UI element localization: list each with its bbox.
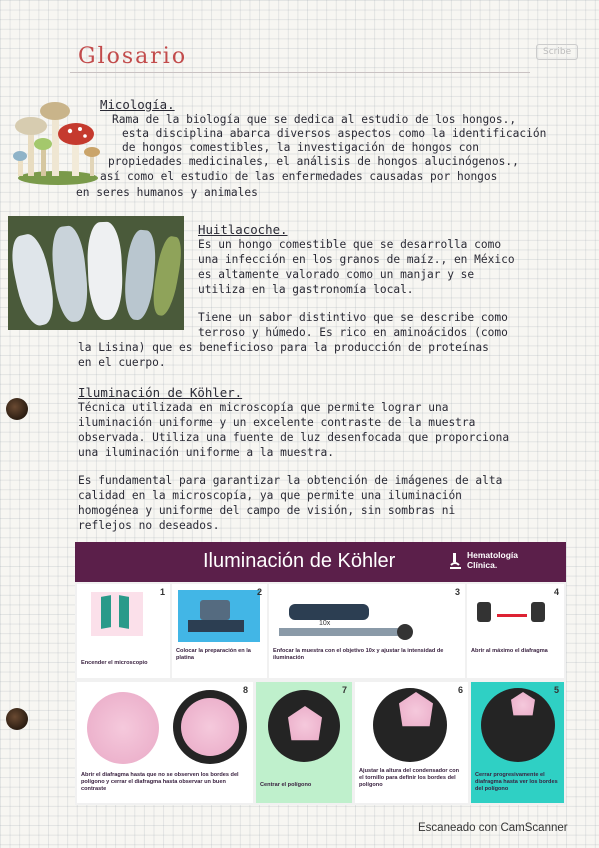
page-title: Glosario xyxy=(78,44,188,69)
step-4 xyxy=(467,584,564,678)
infographic-header xyxy=(75,542,566,582)
step-number: 3 xyxy=(454,587,460,597)
binder-hole xyxy=(6,708,28,730)
brand-line1: Hematología xyxy=(467,550,519,560)
mushroom-illustration xyxy=(12,86,104,186)
step-number: 5 xyxy=(553,685,559,695)
binder-hole xyxy=(6,398,28,420)
step-caption: Abrir al máximo el diafragma xyxy=(471,648,548,654)
step-caption: Colocar la preparación en la platina xyxy=(176,648,251,661)
scribe-label: Scribe xyxy=(536,44,578,60)
definition-line: terroso y húmedo. Es rico en aminoácidos (como xyxy=(198,326,508,339)
brand-label xyxy=(467,550,518,570)
definition-line: Es fundamental para garantizar la obtención de imágenes de alta xyxy=(78,474,503,487)
definition-line: iluminación uniforme y un excelente contraste de la muestra xyxy=(78,416,476,429)
objective-label: 10x xyxy=(319,620,331,627)
step-number: 4 xyxy=(553,587,559,597)
scanner-watermark: Escaneado con CamScanner xyxy=(418,822,568,834)
definition-line: Es un hongo comestible que se desarrolla como xyxy=(198,238,502,251)
definition-line: homogénea y uniforme del campo de visión, sin sombras ni xyxy=(78,504,456,517)
step-caption: Enfocar la muestra con el objetivo 10x y ajustar la intensidad de iluminación xyxy=(273,648,444,661)
step-8 xyxy=(77,682,253,803)
step-caption: Centrar el polígono xyxy=(260,782,312,788)
definition-line: reflejos no deseados. xyxy=(78,519,220,532)
microscope-icon xyxy=(447,552,463,570)
step-6 xyxy=(355,682,468,803)
huitlacoche-photo xyxy=(8,216,184,330)
step-caption: Abrir el diafragma hasta que no se observen los bordes del polígono y cerrar el diafragma hasta observar un buen contraste xyxy=(81,772,239,792)
definition-line: en seres humanos y animales xyxy=(76,186,258,199)
definition-line: Técnica utilizada en microscopía que permite lograr una xyxy=(78,401,449,414)
definition-line: utiliza en la gastronomía local. xyxy=(198,283,414,296)
step-caption: Ajustar la altura del condensador con el tornillo para definir los bordes del polígono xyxy=(359,768,460,788)
step-caption: Cerrar progresivamente el diafragma hasta ver los bordes del polígono xyxy=(475,772,558,792)
term-micologia: Micología. xyxy=(100,97,175,112)
definition-line: la Lisina) que es beneficioso para la producción de proteínas xyxy=(78,341,489,354)
definition-line: calidad en la microscopía, ya que permite una iluminación xyxy=(78,489,462,502)
term-huitlacoche: Huitlacoche. xyxy=(198,222,288,237)
definition-line: propiedades medicinales, el análisis de hongos alucinógenos., xyxy=(108,155,519,168)
step-number: 8 xyxy=(242,685,248,695)
definition-line: observada. Utiliza una fuente de luz desenfocada que proporciona xyxy=(78,431,510,444)
definition-line: Tiene un sabor distintivo que se describe como xyxy=(198,311,508,324)
step-number: 7 xyxy=(341,685,347,695)
infographic-title: Iluminación de Köhler xyxy=(203,550,396,572)
definition-line: es altamente valorado como un manjar y se xyxy=(198,268,475,281)
step-5 xyxy=(471,682,564,803)
step-1 xyxy=(77,584,170,678)
step-number: 2 xyxy=(256,587,262,597)
kohler-infographic xyxy=(75,542,566,805)
definition-line: Rama de la biología que se dedica al estudio de los hongos., xyxy=(112,113,517,126)
definition-line: una iluminación uniforme a la muestra. xyxy=(78,446,334,459)
definition-line: de hongos comestibles, la investigación de hongos con xyxy=(122,141,479,154)
definition-line: así como el estudio de las enfermedades causadas por hongos xyxy=(100,170,498,183)
brand-line2: Clínica. xyxy=(467,560,498,570)
step-7 xyxy=(256,682,352,803)
step-2 xyxy=(172,584,267,678)
definition-line: una infección en los granos de maíz., en México xyxy=(198,253,515,266)
step-3 xyxy=(269,584,465,678)
title-rule xyxy=(70,72,530,73)
step-number: 1 xyxy=(159,587,165,597)
step-caption: Encender el microscopio xyxy=(81,660,148,666)
definition-line: esta disciplina abarca diversos aspectos como la identificación xyxy=(122,127,547,140)
term-iluminacion-kohler: Iluminación de Köhler. xyxy=(78,385,243,400)
step-number: 6 xyxy=(457,685,463,695)
definition-line: en el cuerpo. xyxy=(78,356,166,369)
